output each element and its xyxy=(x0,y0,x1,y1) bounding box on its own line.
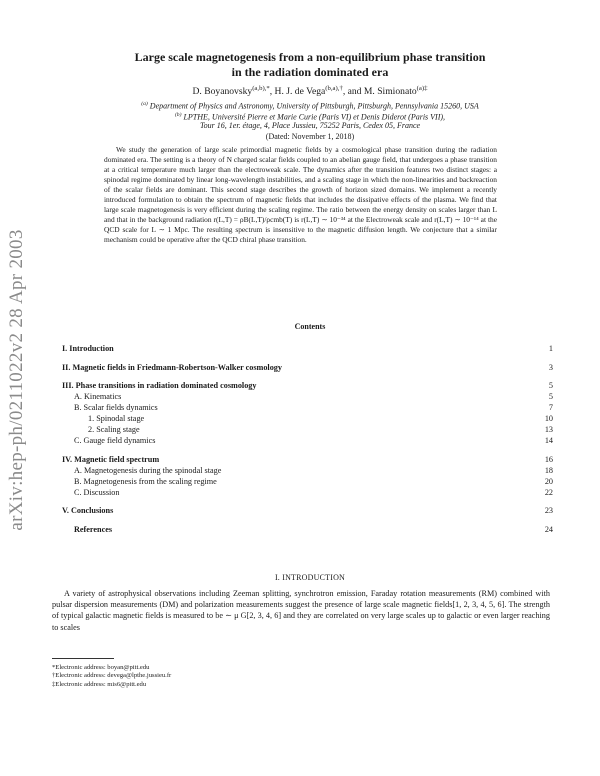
author-list xyxy=(60,85,560,97)
paper-title xyxy=(60,50,560,80)
toc-entry-page: 5 xyxy=(548,392,553,401)
toc-spacer xyxy=(62,498,553,506)
author-name: H. J. de Vega xyxy=(274,86,326,98)
author-separator: and xyxy=(347,86,362,98)
toc-entry-page: 3 xyxy=(548,362,553,372)
toc-entry-label: B. Magnetogenesis from the scaling regime xyxy=(74,476,217,486)
toc-entry-label: C. Discussion xyxy=(74,487,120,497)
affiliation-mark: (a) xyxy=(141,101,148,107)
footnote-divider xyxy=(52,658,114,659)
toc-spacer xyxy=(62,446,553,454)
toc-entry-page: 5 xyxy=(548,381,553,390)
author-mark: (a,b),* xyxy=(252,85,270,92)
footnote: ‡Electronic address: mis6@pitt.edu xyxy=(52,680,147,688)
abstract: We study the generation of large scale primordial magnetic fields by a cosmological phase transition during the radiation dominated era. The setting is a theory of N charged scalar fields coupled to an abelian gauge field, that undergoes a phase transition at a critical temperature much larger than the electroweak scale. The dynamics after the transition features two distinct stages: a spinodal regime dominated by linear long-wavelength instabilities, and a scaling stage in which the non-linearities and backreaction of the scalar fields are dominant. This second stage describes the growth of horizon sized domains. We implement a recently introduced formulation to obtain the spectrum of magnetic fields that includes the dissipative effects of the plasma. We find that large scale magnetogenesis is very efficient during the scaling regime. The ratio between the energy density on scales larger than L and that in the background radiation r(L,T) = ρB(L,T)/ρcmb(T) is r(L,T) ∼ 10⁻³⁴ at the Electroweak scale and r(L,T) ∼ 10⁻¹⁴ at the QCD scale for L ∼ 1 Mpc. The resulting spectrum is insensitive to the magnetic diffusion length. We conjecture that a similar mechanism could be operative after the QCD chiral phase transition. xyxy=(104,145,497,244)
author-name: D. Boyanovsky xyxy=(192,86,253,98)
toc-entry[interactable] xyxy=(62,435,553,446)
affiliation-text: LPTHE, Université Pierre et Marie Curie (Paris VI) et Denis Diderot (Paris VII), xyxy=(183,112,446,122)
toc-spacer xyxy=(62,373,553,381)
toc-entry[interactable] xyxy=(62,476,553,487)
toc-entry[interactable] xyxy=(62,524,553,535)
toc-entry-page: 16 xyxy=(544,454,553,464)
footnote: †Electronic address: devega@lpthe.jussieu.fr xyxy=(52,672,172,680)
section-heading-introduction: I. INTRODUCTION xyxy=(274,573,346,582)
toc-entry-page: 14 xyxy=(544,436,553,445)
toc-entry[interactable] xyxy=(62,343,553,354)
author-name: M. Simionato xyxy=(363,86,417,98)
author-mark: (a)‡ xyxy=(416,85,428,92)
dated-line: (Dated: November 1, 2018) xyxy=(265,132,355,141)
toc-entry[interactable] xyxy=(62,380,553,391)
toc-entry-page: 7 xyxy=(548,403,553,412)
toc-entry-page: 13 xyxy=(544,425,553,434)
toc-entry-page: 23 xyxy=(544,506,553,515)
author-mark: (b,a),† xyxy=(325,85,343,92)
author-separator: , xyxy=(269,86,273,98)
toc-entry-label: B. Scalar fields dynamics xyxy=(74,403,158,412)
affiliation-b-address: Tour 16, 1er. étage, 4, Place Jussieu, 75252 Paris, Cedex 05, France xyxy=(199,121,421,130)
toc-entry-label: 1. Spinodal stage xyxy=(88,414,145,423)
toc-entry[interactable] xyxy=(62,454,553,465)
affiliation-mark: (b) xyxy=(174,112,182,118)
toc-entry-label: I. Introduction xyxy=(62,344,114,353)
toc-entry-label: 2. Scaling stage xyxy=(88,425,140,434)
toc-entry[interactable] xyxy=(62,424,553,435)
toc-entry-page: 10 xyxy=(544,414,553,423)
toc-entry-label: V. Conclusions xyxy=(62,506,114,515)
toc-entry-page: 24 xyxy=(544,524,553,534)
arxiv-stamp xyxy=(4,230,30,530)
toc-entry-page: 1 xyxy=(548,344,553,353)
title-line-2: in the radiation dominated era xyxy=(231,65,389,79)
author-separator: , xyxy=(342,86,346,98)
contents-heading: Contents xyxy=(294,322,326,331)
toc-entry-label: A. Kinematics xyxy=(74,392,122,401)
toc-entry-page: 22 xyxy=(544,487,553,497)
arxiv-identifier: arXiv:hep-ph/0211022v2 28 Apr 2003 xyxy=(6,229,27,531)
toc-entry-label: IV. Magnetic field spectrum xyxy=(62,454,160,464)
toc-entry[interactable] xyxy=(62,487,553,498)
title-line-1: Large scale magnetogenesis from a non-equilibrium phase transition xyxy=(134,50,486,64)
toc-entry[interactable] xyxy=(62,402,553,413)
toc-entry[interactable] xyxy=(62,413,553,424)
introduction-paragraph: A variety of astrophysical observations including Zeeman splitting, synchrotron emission, Faraday rotation measurements (RM) combined with pulsar dispersion measurements (DM) and polarization measurements suggest the presence of large scale magnetic fields[1, 2, 3, 4, 5, 6]. The strength of typical galactic magnetic fields is measured to be ∼ μ G[2, 3, 4, 6] and they are correlated on very large scales up to galactic or even larger reaching to scales xyxy=(52,589,550,632)
toc-entry-page: 20 xyxy=(544,476,553,486)
toc-entry[interactable] xyxy=(62,391,553,402)
toc-entry-page: 18 xyxy=(544,465,553,475)
affiliation-text: Department of Physics and Astronomy, University of Pittsburgh, Pittsburgh, Pennsylvania 15260, USA xyxy=(149,101,479,111)
toc-entry[interactable] xyxy=(62,362,553,373)
toc-spacer xyxy=(62,354,553,362)
toc-spacer xyxy=(62,516,553,524)
toc-entry-label: A. Magnetogenesis during the spinodal stage xyxy=(74,465,222,475)
toc-entry-label: III. Phase transitions in radiation dominated cosmology xyxy=(62,381,257,390)
footnotes xyxy=(52,664,171,689)
toc-entry-label: C. Gauge field dynamics xyxy=(74,436,156,445)
table-of-contents xyxy=(62,343,553,535)
footnote: *Electronic address: boyan@pitt.edu xyxy=(52,664,150,671)
toc-entry[interactable] xyxy=(62,505,553,516)
toc-entry[interactable] xyxy=(62,465,553,476)
toc-entry-label: References xyxy=(74,524,113,534)
toc-entry-label: II. Magnetic fields in Friedmann-Robertson-Walker cosmology xyxy=(62,362,282,372)
